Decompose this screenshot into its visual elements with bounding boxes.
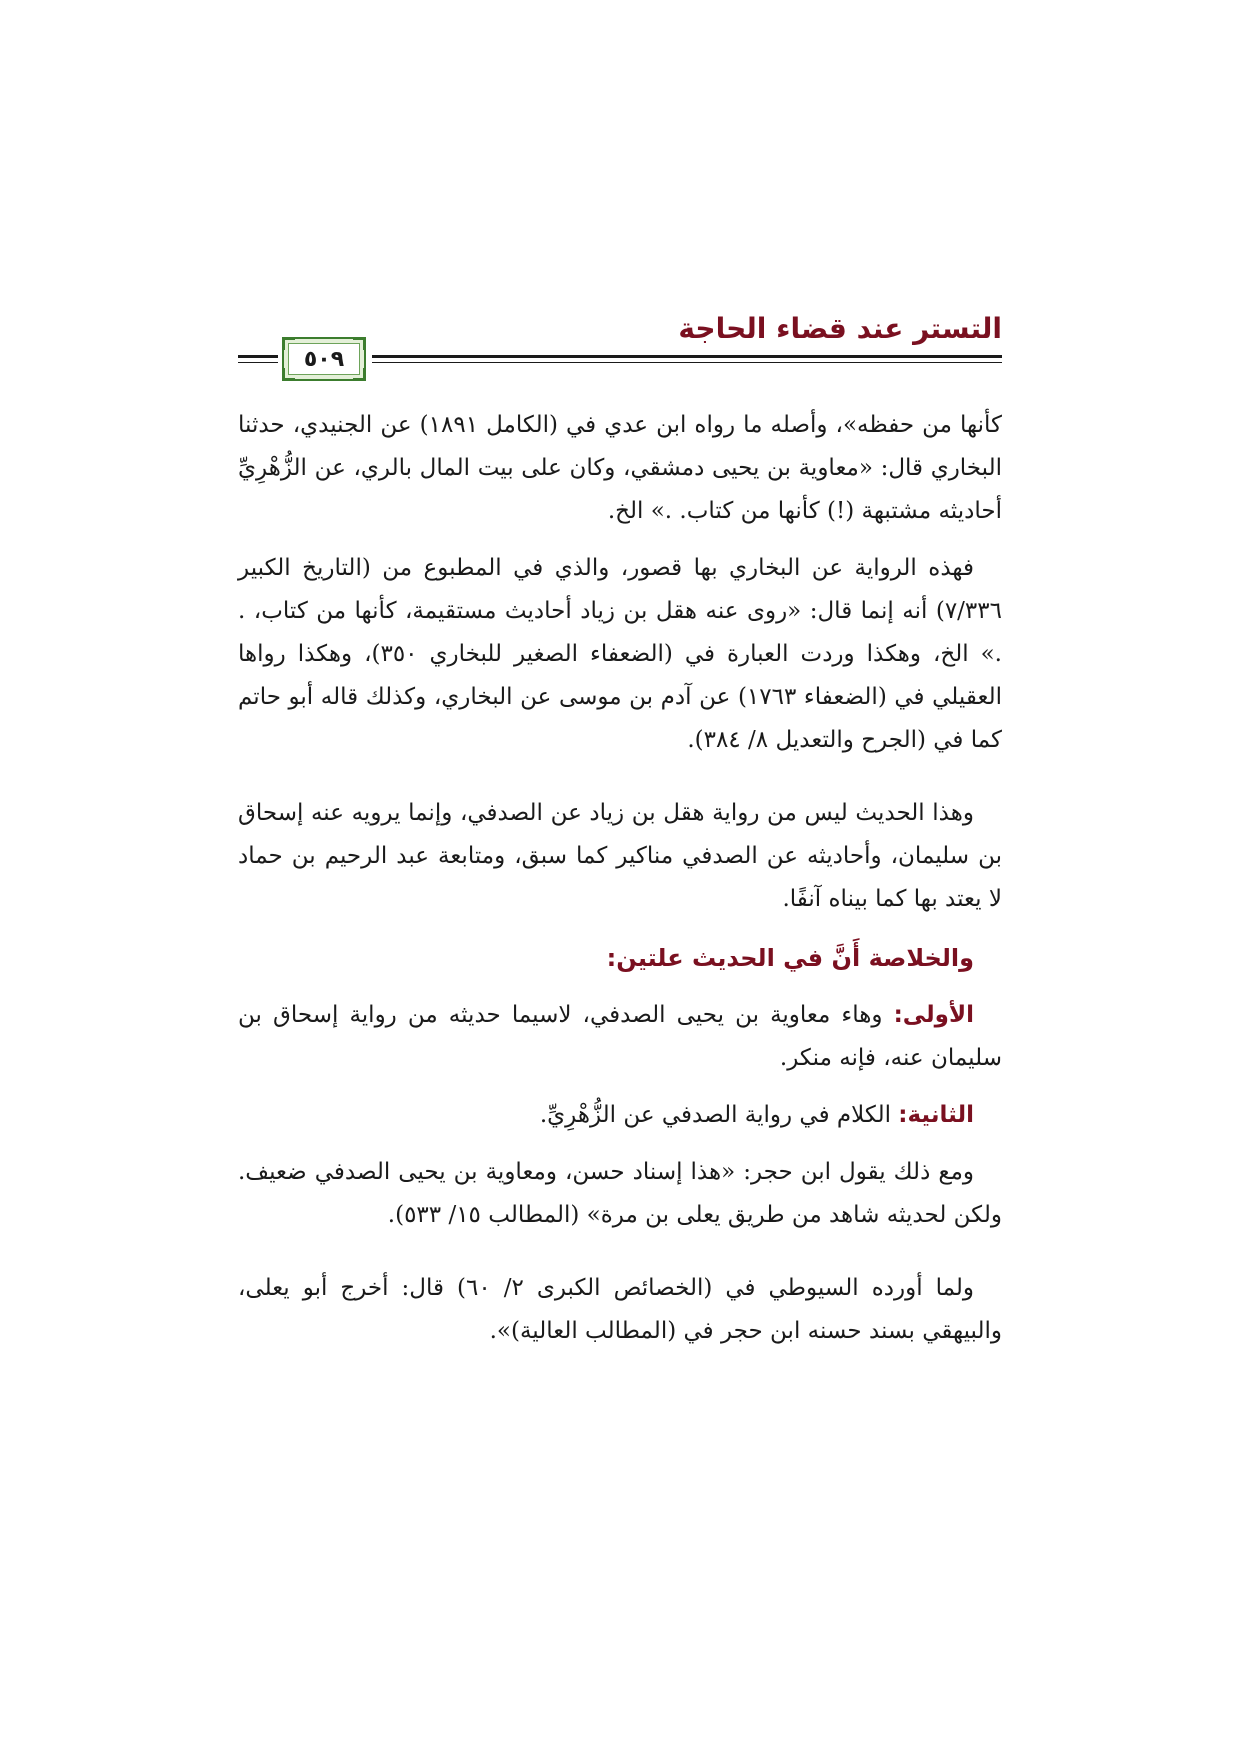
header-rule-left-thick [238,355,278,358]
paragraph-2: فهذه الرواية عن البخاري بها قصور، والذي في المطبوع من (التاريخ الكبير ٧/٣٣٦) أنه إنما قال: «روى عنه هقل بن زياد أحاديث مستقيمة، كأنها من كتاب، . .» الخ، وهكذا وردت العبارة في (الضعفاء الصغير للبخاري ٣٥٠)، وهكذا رواها العقيلي في (الضعفاء ١٧٦٣) عن آدم بن موسى عن البخاري، وكذلك قاله أبو حاتم كما في (الجرح والتعديل ٨/ ٣٨٤). [238,555,1002,753]
point-label-second: الثانية: [898,1102,974,1128]
paragraph-1: كأنها من حفظه»، وأصله ما رواه ابن عدي في (الكامل ١٨٩١) عن الجنيدي، حدثنا البخاري قال: «معاوية بن يحيى دمشقي، وكان على بيت المال بالري، عن الزُّهْرِيِّ أحاديثه مشتبهة (!) كأنها من كتاب. .» الخ. [238,412,1002,524]
body-text [238,404,1002,1353]
page-number-frame [282,337,366,381]
point-label-first: الأولى: [893,1002,974,1028]
header-rule-left-thin [238,362,278,363]
paragraph-3: وهذا الحديث ليس من رواية هقل بن زياد عن الصدفي، وإنما يرويه عنه إسحاق بن سليمان، وأحاديثه عن الصدفي مناكير كما سبق، ومتابعة عبد الرحيم بن حماد لا يعتد بها كما بيناه آنفًا. [238,800,1002,912]
paragraph-5 [238,1094,1002,1137]
page-number: ٥٠٩ [303,346,345,372]
header-rule-thin [372,362,1002,363]
running-header-title: التستر عند قضاء الحاجة [678,312,1002,345]
paragraph-4 [238,994,1002,1080]
section-heading: والخلاصة أَنَّ في الحديث علتين: [606,944,974,972]
point-text-first: وهاء معاوية بن يحيى الصدفي، لاسيما حديثه من رواية إسحاق بن سليمان عنه، فإنه منكر. [238,1002,1002,1071]
page-number-inner [288,343,360,375]
paragraph-7: ولما أورده السيوطي في (الخصائص الكبرى ٢/ ٦٠) قال: أخرج أبو يعلى، والبيهقي بسند حسنه ابن حجر في (المطالب العالية)». [238,1275,1002,1344]
header-rule-thick [372,355,1002,358]
paragraph-6: ومع ذلك يقول ابن حجر: «هذا إسناد حسن، ومعاوية بن يحيى الصدفي ضعيف. ولكن لحديثه شاهد من طريق يعلى بن مرة» (المطالب ١٥/ ٥٣٣). [238,1159,1002,1228]
point-text-second: الكلام في رواية الصدفي عن الزُّهْرِيِّ. [539,1102,899,1128]
